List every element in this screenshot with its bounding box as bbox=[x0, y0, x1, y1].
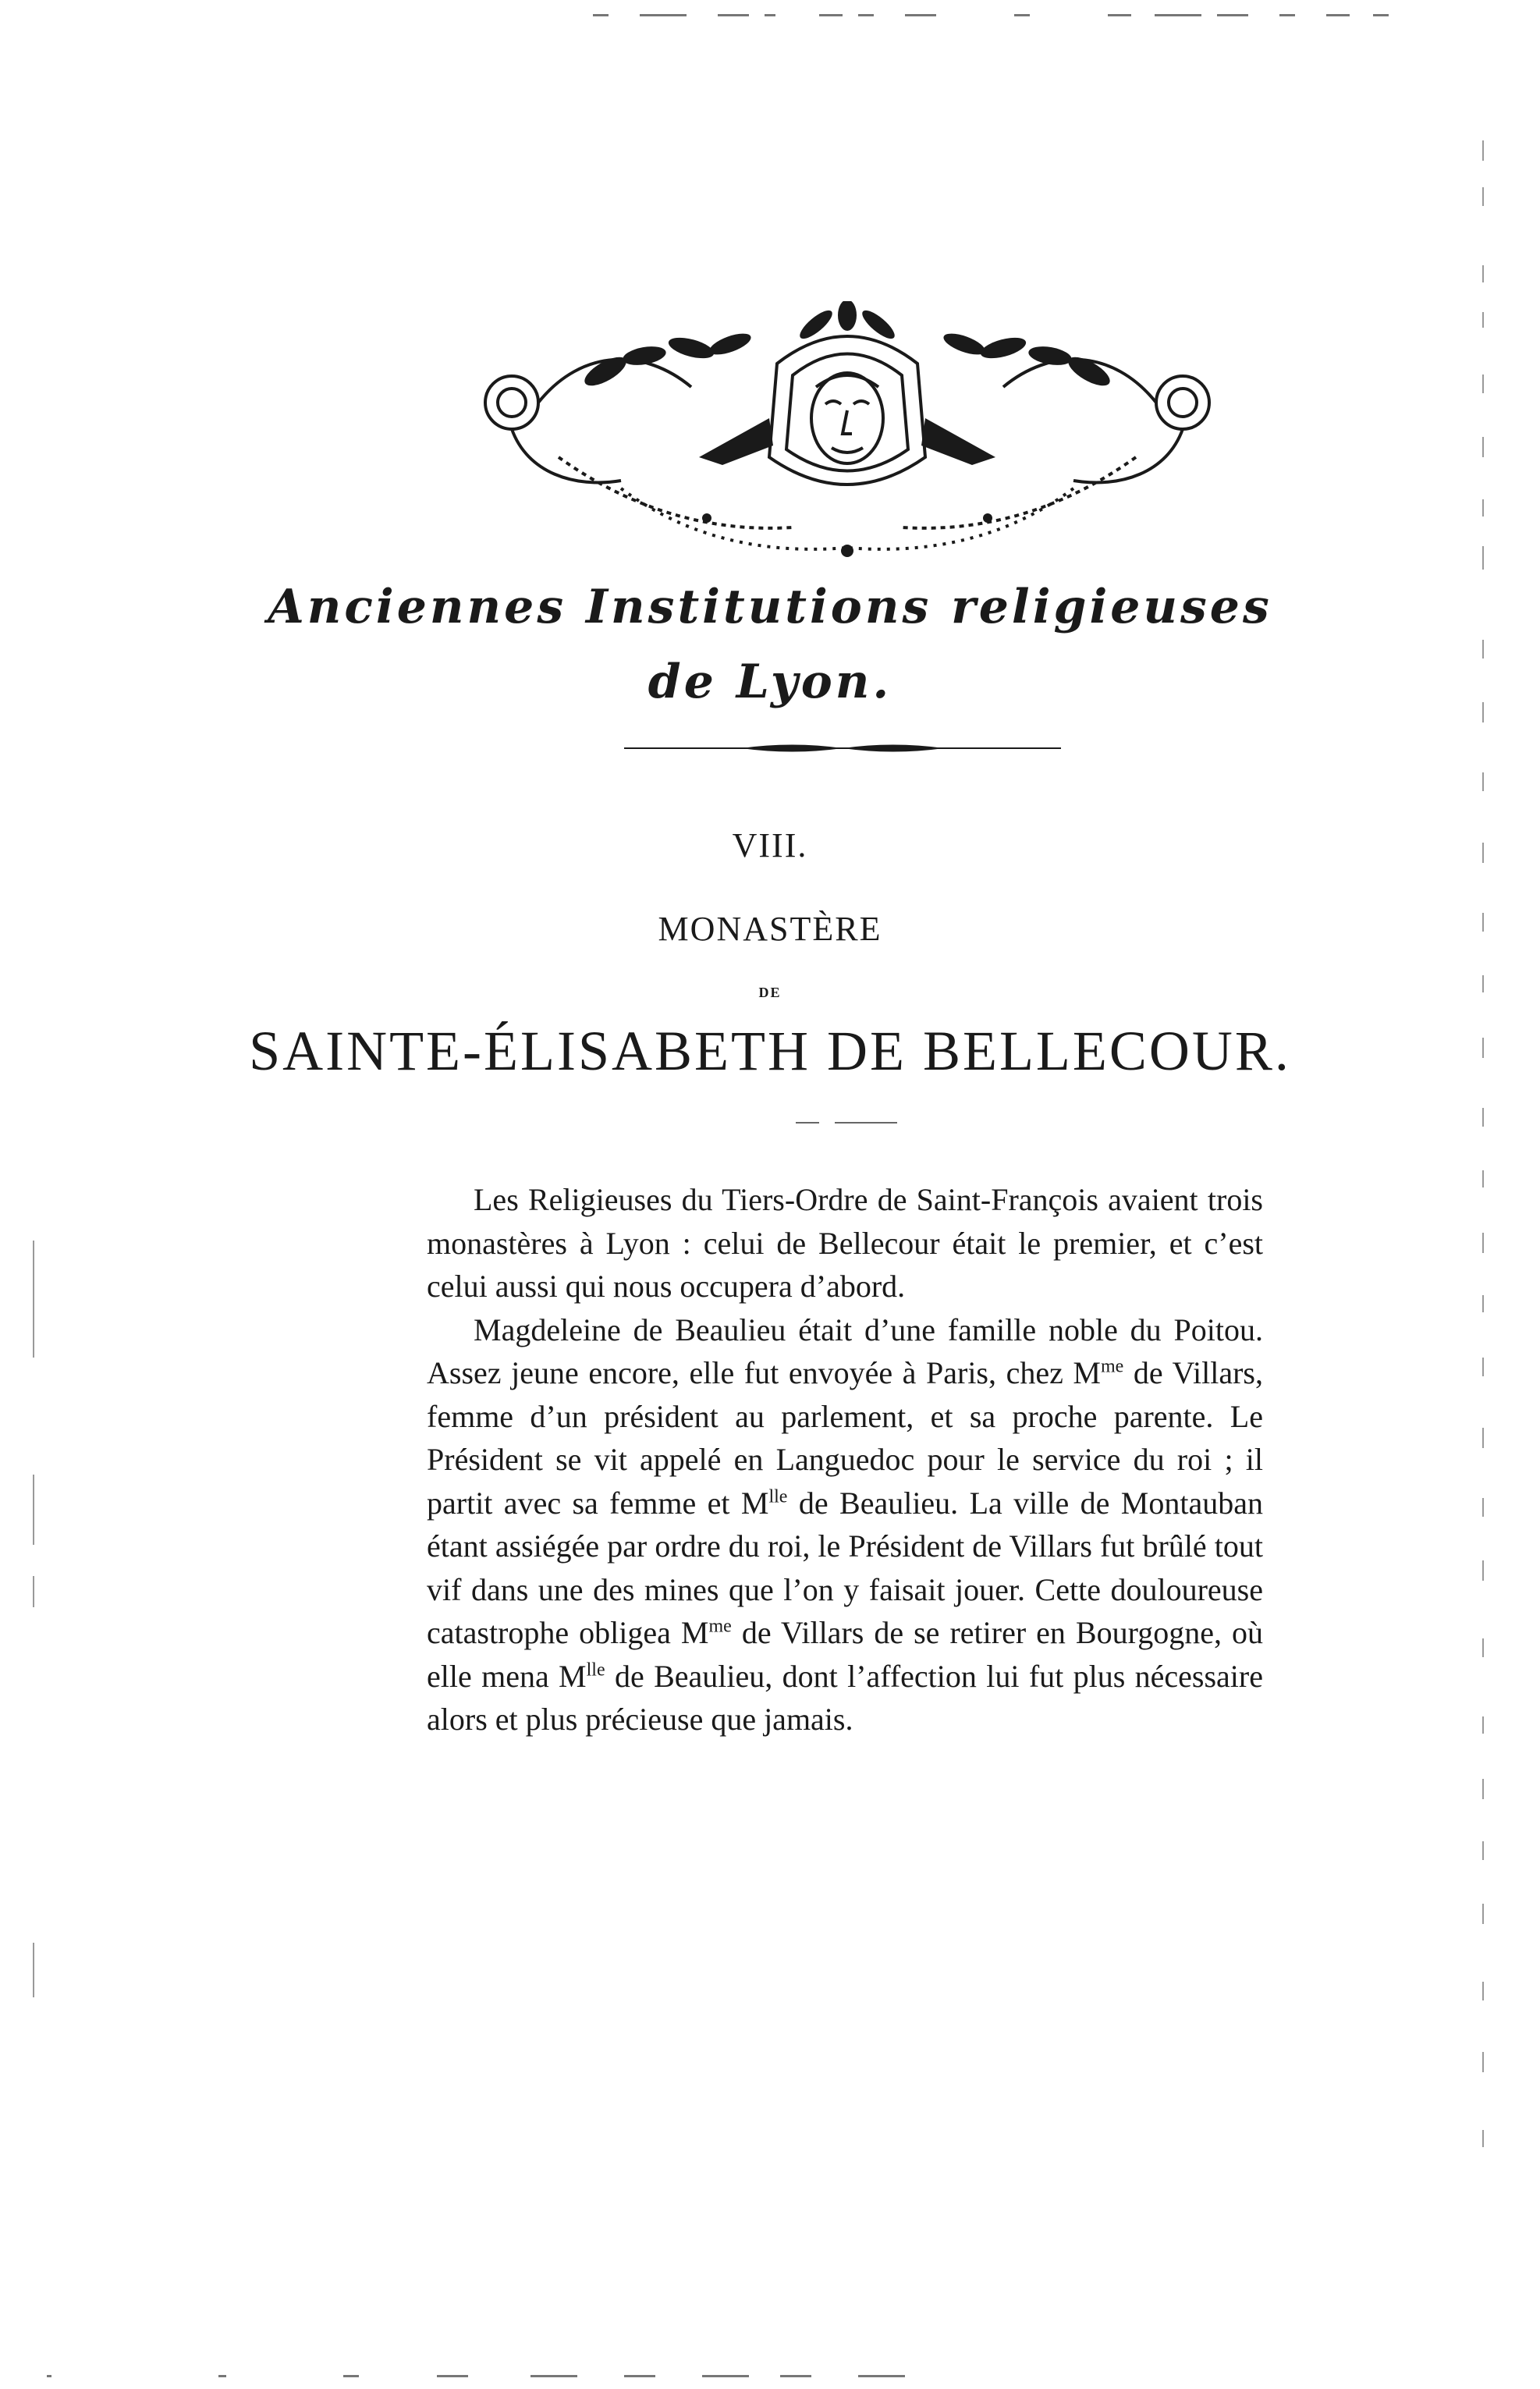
series-title-line1: Anciennes Institutions religieuses bbox=[268, 580, 1272, 634]
paragraph-2 bbox=[427, 1308, 1263, 1741]
section-connector: DE bbox=[758, 985, 782, 1000]
superscript: lle bbox=[586, 1660, 605, 1681]
paragraph-2-part-b: de Villars, femme d’un président au parlement, et sa proche parente. Le Président se vit appelé en Languedoc pour le service du roi ; il partit avec sa femme et M bbox=[427, 1355, 1263, 1521]
short-rule bbox=[796, 1120, 897, 1125]
scan-artifact-left-margin bbox=[33, 1241, 36, 2021]
scan-artifact-bottom bbox=[0, 2375, 1540, 2383]
paragraph-2-part-a: Magdeleine de Beaulieu était d’une famille noble du Poitou. Assez jeune encore, elle fut envoyée à Paris, chez M bbox=[427, 1312, 1263, 1390]
scan-artifact-right-margin bbox=[1482, 140, 1485, 2247]
scan-artifact-top bbox=[0, 14, 1540, 22]
superscript: me bbox=[1101, 1356, 1124, 1377]
ornament-headpiece bbox=[465, 301, 1230, 559]
superscript: lle bbox=[768, 1486, 788, 1507]
paragraph-2-part-d: de Villars de se retirer en Bourgogne, où elle mena M bbox=[427, 1615, 1263, 1694]
decorative-rule bbox=[624, 737, 1061, 760]
page-title: SAINTE-ÉLISABETH DE BELLECOUR. bbox=[249, 1020, 1291, 1082]
section-heading: MONASTÈRE bbox=[658, 910, 882, 948]
paragraph-2-part-c: de Beaulieu. La ville de Montauban étant assiégée par ordre du roi, le Président de Villars fut brûlé tout vif dans une des mines que l’on y faisait jouer. Cette douloureuse catastrophe obligea M bbox=[427, 1485, 1263, 1650]
paragraph-2-part-e: de Beaulieu, dont l’affection lui fut plus nécessaire alors et plus précieuse que jamais. bbox=[427, 1658, 1263, 1737]
section-number: VIII. bbox=[732, 826, 808, 864]
superscript: me bbox=[708, 1616, 732, 1637]
series-title-line2: de Lyon. bbox=[648, 655, 892, 709]
paragraph-1: Les Religieuses du Tiers-Ordre de Saint-François avaient trois monastères à Lyon : celui de Bellecour était le premier, et c’est celui aussi qui nous occupera d’abord. bbox=[427, 1182, 1263, 1304]
body-text bbox=[427, 1178, 1263, 1741]
